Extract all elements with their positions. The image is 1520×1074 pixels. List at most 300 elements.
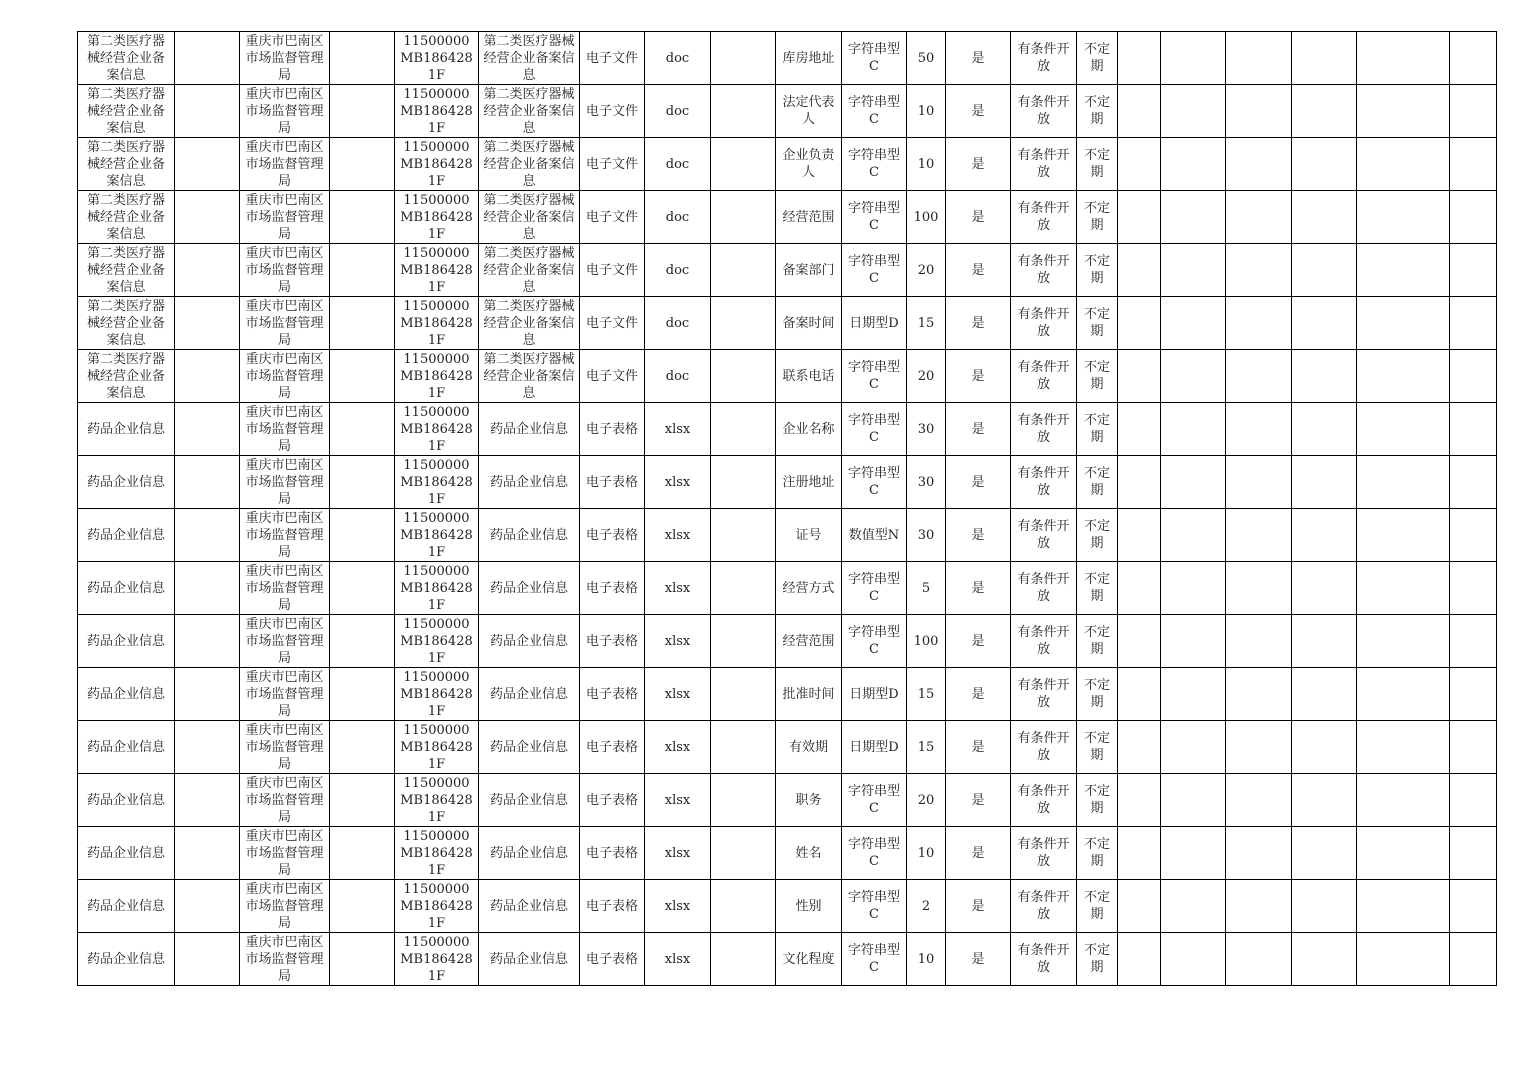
table-cell: 文化程度: [776, 933, 842, 986]
table-cell: 药品企业信息: [78, 615, 175, 668]
table-cell: 有效期: [776, 721, 842, 774]
table-cell: [1357, 509, 1450, 562]
table-row: [78, 615, 1497, 668]
table-cell: [330, 721, 395, 774]
table-cell: 有条件开放: [1011, 191, 1077, 244]
table-cell: 11500000MB1864281F: [395, 191, 479, 244]
table-cell: 字符串型C: [842, 827, 907, 880]
table-cell: 15: [907, 297, 946, 350]
table-cell: 职务: [776, 774, 842, 827]
table-cell: 11500000MB1864281F: [395, 32, 479, 85]
table-cell: 字符串型C: [842, 191, 907, 244]
table-cell: [1118, 191, 1161, 244]
table-cell: [1118, 509, 1161, 562]
table-cell: [175, 350, 240, 403]
table-row: [78, 509, 1497, 562]
table-cell: 不定期: [1077, 85, 1118, 138]
table-cell: 50: [907, 32, 946, 85]
table-cell: [1357, 668, 1450, 721]
table-cell: [1450, 403, 1497, 456]
table-cell: 是: [946, 562, 1011, 615]
data-catalog-table: [77, 31, 1497, 986]
table-cell: 是: [946, 668, 1011, 721]
table-cell: 不定期: [1077, 456, 1118, 509]
table-cell: 不定期: [1077, 721, 1118, 774]
table-cell: doc: [645, 85, 711, 138]
table-cell: 第二类医疗器械经营企业备案信息: [78, 244, 175, 297]
table-cell: [711, 85, 776, 138]
table-cell: 重庆市巴南区市场监督管理局: [240, 933, 330, 986]
table-cell: 100: [907, 191, 946, 244]
table-cell: [1118, 138, 1161, 191]
table-cell: [711, 721, 776, 774]
table-cell: 30: [907, 509, 946, 562]
table-cell: [1161, 403, 1226, 456]
table-cell: 有条件开放: [1011, 509, 1077, 562]
table-cell: [711, 297, 776, 350]
table-cell: 重庆市巴南区市场监督管理局: [240, 32, 330, 85]
table-cell: [1226, 827, 1292, 880]
table-cell: [1357, 32, 1450, 85]
table-cell: 有条件开放: [1011, 827, 1077, 880]
table-cell: [175, 509, 240, 562]
table-cell: 是: [946, 244, 1011, 297]
table-cell: 企业负责人: [776, 138, 842, 191]
table-cell: [1161, 244, 1226, 297]
table-cell: 重庆市巴南区市场监督管理局: [240, 615, 330, 668]
table-cell: [711, 933, 776, 986]
table-cell: 药品企业信息: [78, 456, 175, 509]
table-cell: [1357, 138, 1450, 191]
table-cell: [1226, 32, 1292, 85]
table-cell: 重庆市巴南区市场监督管理局: [240, 85, 330, 138]
table-cell: [330, 933, 395, 986]
table-cell: [1450, 244, 1497, 297]
table-cell: [1226, 244, 1292, 297]
table-cell: [1450, 721, 1497, 774]
table-cell: 第二类医疗器械经营企业备案信息: [479, 191, 580, 244]
table-cell: [1357, 562, 1450, 615]
table-cell: doc: [645, 350, 711, 403]
table-cell: [1292, 615, 1357, 668]
table-cell: 证号: [776, 509, 842, 562]
table-row: [78, 244, 1497, 297]
table-cell: [1450, 509, 1497, 562]
table-cell: 日期型D: [842, 297, 907, 350]
table-row: [78, 774, 1497, 827]
table-cell: [1450, 350, 1497, 403]
table-cell: 11500000MB1864281F: [395, 721, 479, 774]
table-cell: 姓名: [776, 827, 842, 880]
table-cell: 不定期: [1077, 827, 1118, 880]
table-cell: 是: [946, 138, 1011, 191]
table-cell: 备案时间: [776, 297, 842, 350]
table-cell: [711, 456, 776, 509]
table-cell: [1357, 774, 1450, 827]
table-cell: [1226, 721, 1292, 774]
table-row: [78, 138, 1497, 191]
table-cell: [175, 403, 240, 456]
table-cell: 电子表格: [580, 615, 645, 668]
table-cell: 第二类医疗器械经营企业备案信息: [78, 297, 175, 350]
table-cell: 药品企业信息: [78, 509, 175, 562]
table-cell: [1292, 827, 1357, 880]
table-cell: 是: [946, 774, 1011, 827]
table-cell: 11500000MB1864281F: [395, 403, 479, 456]
table-cell: xlsx: [645, 721, 711, 774]
table-cell: 企业名称: [776, 403, 842, 456]
table-cell: [1357, 85, 1450, 138]
table-cell: 药品企业信息: [78, 668, 175, 721]
table-cell: 日期型D: [842, 721, 907, 774]
table-cell: [175, 880, 240, 933]
table-cell: [330, 774, 395, 827]
table-cell: [1161, 138, 1226, 191]
table-cell: 第二类医疗器械经营企业备案信息: [479, 244, 580, 297]
table-cell: [711, 244, 776, 297]
table-cell: 11500000MB1864281F: [395, 668, 479, 721]
table-row: [78, 668, 1497, 721]
table-cell: [711, 562, 776, 615]
table-cell: 电子表格: [580, 668, 645, 721]
table-cell: [175, 456, 240, 509]
table-cell: 有条件开放: [1011, 880, 1077, 933]
table-cell: [175, 244, 240, 297]
table-cell: [711, 827, 776, 880]
table-cell: 经营方式: [776, 562, 842, 615]
table-cell: [1292, 456, 1357, 509]
table-cell: 不定期: [1077, 774, 1118, 827]
table-cell: [1357, 456, 1450, 509]
table-cell: [175, 721, 240, 774]
table-cell: 11500000MB1864281F: [395, 85, 479, 138]
table-cell: [1292, 403, 1357, 456]
table-cell: 电子文件: [580, 191, 645, 244]
table-cell: [175, 615, 240, 668]
table-cell: 是: [946, 615, 1011, 668]
table-cell: 是: [946, 85, 1011, 138]
table-cell: 不定期: [1077, 880, 1118, 933]
table-cell: 重庆市巴南区市场监督管理局: [240, 774, 330, 827]
table-cell: 药品企业信息: [78, 403, 175, 456]
table-cell: 重庆市巴南区市场监督管理局: [240, 827, 330, 880]
table-cell: [1118, 297, 1161, 350]
table-cell: 字符串型C: [842, 244, 907, 297]
table-cell: 有条件开放: [1011, 933, 1077, 986]
table-cell: 30: [907, 456, 946, 509]
table-cell: [1226, 138, 1292, 191]
table-cell: 不定期: [1077, 562, 1118, 615]
table-cell: 重庆市巴南区市场监督管理局: [240, 721, 330, 774]
table-cell: 是: [946, 191, 1011, 244]
table-cell: [1357, 191, 1450, 244]
table-cell: 第二类医疗器械经营企业备案信息: [479, 32, 580, 85]
table-cell: 经营范围: [776, 615, 842, 668]
table-cell: 重庆市巴南区市场监督管理局: [240, 509, 330, 562]
table-cell: 有条件开放: [1011, 85, 1077, 138]
table-cell: [330, 509, 395, 562]
table-cell: 第二类医疗器械经营企业备案信息: [78, 191, 175, 244]
table-row: [78, 191, 1497, 244]
table-cell: [1118, 350, 1161, 403]
table-cell: 药品企业信息: [78, 827, 175, 880]
table-cell: [1226, 774, 1292, 827]
table-cell: [711, 615, 776, 668]
table-cell: [1118, 774, 1161, 827]
table-cell: [1357, 350, 1450, 403]
table-cell: [1450, 880, 1497, 933]
table-cell: [1226, 880, 1292, 933]
table-cell: 药品企业信息: [479, 880, 580, 933]
table-row: [78, 85, 1497, 138]
table-row: [78, 933, 1497, 986]
table-cell: [330, 244, 395, 297]
table-cell: [1226, 615, 1292, 668]
table-cell: 11500000MB1864281F: [395, 244, 479, 297]
table-cell: 5: [907, 562, 946, 615]
table-row: [78, 721, 1497, 774]
table-cell: [1292, 85, 1357, 138]
table-cell: 药品企业信息: [479, 509, 580, 562]
table-cell: 字符串型C: [842, 85, 907, 138]
table-cell: 重庆市巴南区市场监督管理局: [240, 297, 330, 350]
table-cell: 电子表格: [580, 880, 645, 933]
table-cell: 有条件开放: [1011, 403, 1077, 456]
table-cell: [330, 827, 395, 880]
table-cell: [1450, 32, 1497, 85]
table-cell: xlsx: [645, 774, 711, 827]
table-cell: 电子文件: [580, 244, 645, 297]
table-cell: 第二类医疗器械经营企业备案信息: [78, 350, 175, 403]
table-cell: 11500000MB1864281F: [395, 509, 479, 562]
table-cell: 药品企业信息: [479, 827, 580, 880]
table-cell: 药品企业信息: [479, 933, 580, 986]
table-row: [78, 32, 1497, 85]
table-cell: xlsx: [645, 403, 711, 456]
table-cell: [1226, 456, 1292, 509]
table-cell: [175, 774, 240, 827]
table-cell: [1292, 774, 1357, 827]
table-cell: 药品企业信息: [78, 880, 175, 933]
table-cell: [1357, 244, 1450, 297]
table-cell: 备案部门: [776, 244, 842, 297]
table-cell: [1161, 933, 1226, 986]
table-cell: [330, 138, 395, 191]
table-cell: 电子表格: [580, 721, 645, 774]
table-cell: 有条件开放: [1011, 297, 1077, 350]
table-cell: 20: [907, 244, 946, 297]
table-cell: 有条件开放: [1011, 721, 1077, 774]
table-cell: 10: [907, 827, 946, 880]
table-cell: [711, 32, 776, 85]
table-cell: [330, 32, 395, 85]
table-cell: [1292, 668, 1357, 721]
table-cell: 电子表格: [580, 933, 645, 986]
table-cell: xlsx: [645, 615, 711, 668]
table-cell: 11500000MB1864281F: [395, 456, 479, 509]
table-cell: 有条件开放: [1011, 562, 1077, 615]
table-row: [78, 297, 1497, 350]
table-cell: 不定期: [1077, 297, 1118, 350]
table-cell: 字符串型C: [842, 138, 907, 191]
table-cell: 重庆市巴南区市场监督管理局: [240, 191, 330, 244]
table-cell: [711, 191, 776, 244]
table-cell: 字符串型C: [842, 350, 907, 403]
table-cell: 10: [907, 85, 946, 138]
table-cell: [330, 403, 395, 456]
table-cell: [1118, 880, 1161, 933]
table-cell: 药品企业信息: [78, 721, 175, 774]
table-cell: [1292, 562, 1357, 615]
table-cell: 第二类医疗器械经营企业备案信息: [78, 32, 175, 85]
table-cell: 是: [946, 827, 1011, 880]
table-cell: [1357, 827, 1450, 880]
table-cell: 第二类医疗器械经营企业备案信息: [78, 85, 175, 138]
table-cell: [1292, 297, 1357, 350]
table-cell: [711, 774, 776, 827]
table-cell: [175, 933, 240, 986]
table-cell: [175, 668, 240, 721]
table-cell: [1357, 880, 1450, 933]
table-cell: [1292, 138, 1357, 191]
table-cell: [330, 85, 395, 138]
table-cell: [1357, 403, 1450, 456]
table-cell: 数值型N: [842, 509, 907, 562]
table-cell: [1161, 456, 1226, 509]
table-cell: [1118, 668, 1161, 721]
table-cell: [1118, 933, 1161, 986]
table-cell: 药品企业信息: [479, 774, 580, 827]
table-cell: [1161, 774, 1226, 827]
table-cell: 是: [946, 456, 1011, 509]
table-cell: 11500000MB1864281F: [395, 138, 479, 191]
table-cell: 第二类医疗器械经营企业备案信息: [479, 85, 580, 138]
table-row: [78, 403, 1497, 456]
table-cell: [1226, 297, 1292, 350]
table-cell: 字符串型C: [842, 403, 907, 456]
table-cell: 是: [946, 933, 1011, 986]
table-cell: 30: [907, 403, 946, 456]
table-cell: 字符串型C: [842, 562, 907, 615]
table-cell: doc: [645, 244, 711, 297]
table-cell: [1118, 403, 1161, 456]
table-cell: 经营范围: [776, 191, 842, 244]
table-cell: 电子表格: [580, 827, 645, 880]
table-cell: [711, 138, 776, 191]
table-cell: [330, 615, 395, 668]
table-cell: 库房地址: [776, 32, 842, 85]
table-cell: 有条件开放: [1011, 668, 1077, 721]
table-cell: [1292, 509, 1357, 562]
table-cell: [330, 668, 395, 721]
table-cell: 电子表格: [580, 456, 645, 509]
table-cell: 第二类医疗器械经营企业备案信息: [479, 350, 580, 403]
table-cell: [1226, 191, 1292, 244]
table-cell: 不定期: [1077, 32, 1118, 85]
table-cell: 电子文件: [580, 350, 645, 403]
table-cell: 是: [946, 721, 1011, 774]
table-cell: [1450, 933, 1497, 986]
table-cell: 电子表格: [580, 562, 645, 615]
table-cell: [1118, 244, 1161, 297]
table-cell: 电子文件: [580, 297, 645, 350]
table-cell: 不定期: [1077, 138, 1118, 191]
table-cell: [1118, 32, 1161, 85]
table-cell: xlsx: [645, 562, 711, 615]
table-cell: [1118, 562, 1161, 615]
table-body: [78, 32, 1497, 986]
table-cell: 第二类医疗器械经营企业备案信息: [479, 297, 580, 350]
table-cell: [175, 32, 240, 85]
table-cell: [1450, 297, 1497, 350]
table-cell: [330, 297, 395, 350]
table-cell: [330, 350, 395, 403]
table-cell: 不定期: [1077, 615, 1118, 668]
table-cell: 不定期: [1077, 668, 1118, 721]
table-cell: 电子表格: [580, 509, 645, 562]
table-cell: 注册地址: [776, 456, 842, 509]
table-cell: [711, 403, 776, 456]
table-cell: 有条件开放: [1011, 774, 1077, 827]
table-row: [78, 880, 1497, 933]
table-cell: [1292, 32, 1357, 85]
table-cell: 重庆市巴南区市场监督管理局: [240, 403, 330, 456]
table-cell: [175, 85, 240, 138]
table-cell: 电子文件: [580, 85, 645, 138]
table-cell: xlsx: [645, 668, 711, 721]
table-cell: 药品企业信息: [78, 933, 175, 986]
table-cell: [1450, 456, 1497, 509]
table-cell: 11500000MB1864281F: [395, 880, 479, 933]
table-cell: 不定期: [1077, 191, 1118, 244]
table-cell: 药品企业信息: [479, 668, 580, 721]
table-cell: [1161, 191, 1226, 244]
table-cell: [1450, 774, 1497, 827]
table-cell: [1118, 615, 1161, 668]
table-cell: 字符串型C: [842, 880, 907, 933]
table-cell: 11500000MB1864281F: [395, 350, 479, 403]
table-cell: 重庆市巴南区市场监督管理局: [240, 350, 330, 403]
table-cell: 20: [907, 774, 946, 827]
table-cell: [1161, 85, 1226, 138]
table-cell: 11500000MB1864281F: [395, 615, 479, 668]
table-cell: 重庆市巴南区市场监督管理局: [240, 668, 330, 721]
table-row: [78, 456, 1497, 509]
table-cell: [1226, 933, 1292, 986]
table-cell: xlsx: [645, 827, 711, 880]
table-cell: [1357, 297, 1450, 350]
table-cell: 11500000MB1864281F: [395, 562, 479, 615]
table-cell: 药品企业信息: [479, 615, 580, 668]
table-cell: [1357, 933, 1450, 986]
table-cell: xlsx: [645, 456, 711, 509]
table-cell: 电子表格: [580, 774, 645, 827]
table-cell: [175, 191, 240, 244]
table-cell: [1226, 85, 1292, 138]
table-cell: 字符串型C: [842, 933, 907, 986]
table-cell: [711, 668, 776, 721]
table-cell: [1292, 880, 1357, 933]
table-cell: 重庆市巴南区市场监督管理局: [240, 138, 330, 191]
table-cell: [711, 880, 776, 933]
table-cell: 药品企业信息: [479, 403, 580, 456]
table-cell: 药品企业信息: [479, 562, 580, 615]
table-cell: 有条件开放: [1011, 244, 1077, 297]
table-cell: 不定期: [1077, 403, 1118, 456]
table-cell: 有条件开放: [1011, 456, 1077, 509]
table-cell: [1226, 403, 1292, 456]
table-cell: [711, 350, 776, 403]
